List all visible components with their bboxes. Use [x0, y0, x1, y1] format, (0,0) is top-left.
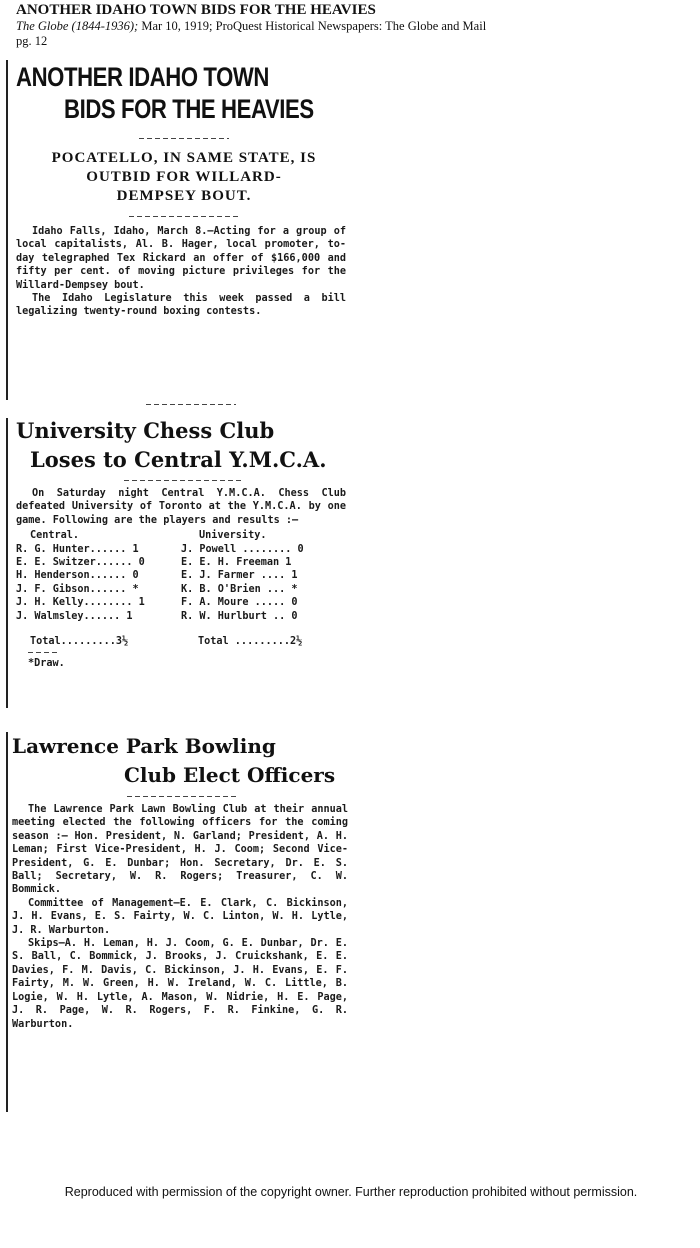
headline-line-1: University Chess Club	[16, 418, 275, 443]
central-player: H. Henderson...... 0	[16, 570, 139, 582]
university-player: J. Powell ........ 0	[181, 543, 304, 555]
article-boxing	[16, 62, 352, 319]
divider	[139, 138, 229, 139]
central-player: J. H. Kelly........ 1	[16, 597, 145, 609]
university-player: E. E. H. Freeman 1	[181, 557, 292, 569]
column-heading-central: Central.	[30, 530, 80, 542]
draw-note: *Draw.	[28, 658, 65, 670]
divider	[127, 796, 237, 797]
deck-line: POCATELLO, IN SAME STATE, IS	[51, 150, 317, 166]
results-header	[16, 529, 346, 542]
article-bowling	[12, 732, 352, 1031]
article-body	[16, 487, 346, 671]
result-row	[16, 543, 346, 556]
result-row	[16, 596, 346, 609]
totals-row	[16, 635, 346, 648]
paragraph: Committee of Management—E. E. Clark, C. Bickinson, J. H. Evans, E. S. Fairty, W. C. Linton, W. H. Lytle, J. R. Warburton.	[12, 897, 348, 936]
divider	[129, 216, 239, 217]
university-player: R. W. Hurlburt .. 0	[181, 610, 298, 622]
headline-line-1: Lawrence Park Bowling	[12, 734, 276, 758]
citation-source: The Globe (1844-1936);	[16, 19, 139, 33]
column-rule	[6, 732, 8, 1112]
document-title: ANOTHER IDAHO TOWN BIDS FOR THE HEAVIES	[16, 2, 376, 18]
column-rule	[6, 60, 8, 400]
article-body	[12, 803, 348, 1031]
university-player: F. A. Moure ..... 0	[181, 597, 298, 609]
copyright-notice: Reproduced with permission of the copyright owner. Further reproduction prohibited without permission.	[64, 1185, 638, 1199]
central-player: E. E. Switzer...... 0	[16, 557, 145, 569]
university-player: E. J. Farmer .... 1	[181, 570, 298, 582]
university-total: Total .........2½	[198, 636, 303, 648]
central-player: J. Walmsley...... 1	[16, 610, 133, 622]
paragraph: Skips—A. H. Leman, H. J. Coom, G. E. Dunbar, Dr. E. S. Ball, C. Bommick, J. Brooks, J. Cruickshank, E. E. Davies, F. M. Davis, C. Bickinson, J. H. Evans, E. F. Fairty, M. W. Green, H. W. Ireland, W. C. Little, B. Logie, W. H. Lytle, A. Mason, W. Nidrie, H. E. Page, J. R. Page, W. R. Rogers, F. R. Finkine, G. R. Warburton.	[12, 938, 348, 1030]
result-row	[16, 569, 346, 582]
divider	[146, 404, 236, 405]
page-number: pg. 12	[16, 34, 48, 48]
citation-line	[16, 19, 686, 34]
result-row	[16, 583, 346, 596]
deck-line: DEMPSEY BOUT.	[116, 188, 252, 204]
column-heading-university: University.	[199, 530, 267, 542]
article-chess	[16, 416, 352, 671]
paragraph: Idaho Falls, Idaho, March 8.—Acting for a group of local capitalists, Al. B. Hager, local promoter, to-day telegraphed Tex Rickard an offer of $166,000 and fifty per cent. of moving picture privileges for the Willard-Dempsey bout.	[16, 226, 346, 291]
deck-line: OUTBID FOR WILLARD-	[86, 169, 282, 185]
divider	[28, 652, 58, 653]
central-player: J. F. Gibson...... *	[16, 583, 139, 595]
citation-header	[16, 2, 686, 49]
headline-line-2: Club Elect Officers	[124, 763, 336, 787]
paragraph: The Idaho Legislature this week passed a bill legalizing twenty-round boxing contests.	[16, 293, 346, 318]
paragraph: The Lawrence Park Lawn Bowling Club at their annual meeting elected the following officers for the coming season :— Hon. President, N. Garland; President, A. H. Leman; First Vice-President, H. J. Coom; Second Vice-President, G. E. Dunbar; Hon. Secretary, Dr. E. S. Ball; Secretary, W. R. Rogers; Treasurer, C. W. Bommick.	[12, 804, 348, 896]
university-player: K. B. O'Brien ... *	[181, 583, 298, 595]
result-row	[16, 556, 346, 569]
headline-line-2: Loses to Central Y.M.C.A.	[30, 447, 327, 472]
divider	[124, 480, 244, 481]
headline-line-1: ANOTHER IDAHO TOWN	[16, 62, 269, 92]
paragraph: On Saturday night Central Y.M.C.A. Chess Club defeated University of Toronto at the Y.M.C.A. by one game. Following are the players and results :—	[16, 488, 346, 526]
result-row	[16, 610, 346, 623]
newspaper-clipping	[6, 60, 352, 1130]
article-body	[16, 225, 346, 319]
headline-line-2: BIDS FOR THE HEAVIES	[64, 94, 314, 124]
central-player: R. G. Hunter...... 1	[16, 543, 139, 555]
central-total: Total.........3½	[30, 636, 129, 648]
column-rule	[6, 418, 8, 708]
citation-details: Mar 10, 1919; ProQuest Historical Newspapers: The Globe and Mail	[138, 19, 487, 33]
